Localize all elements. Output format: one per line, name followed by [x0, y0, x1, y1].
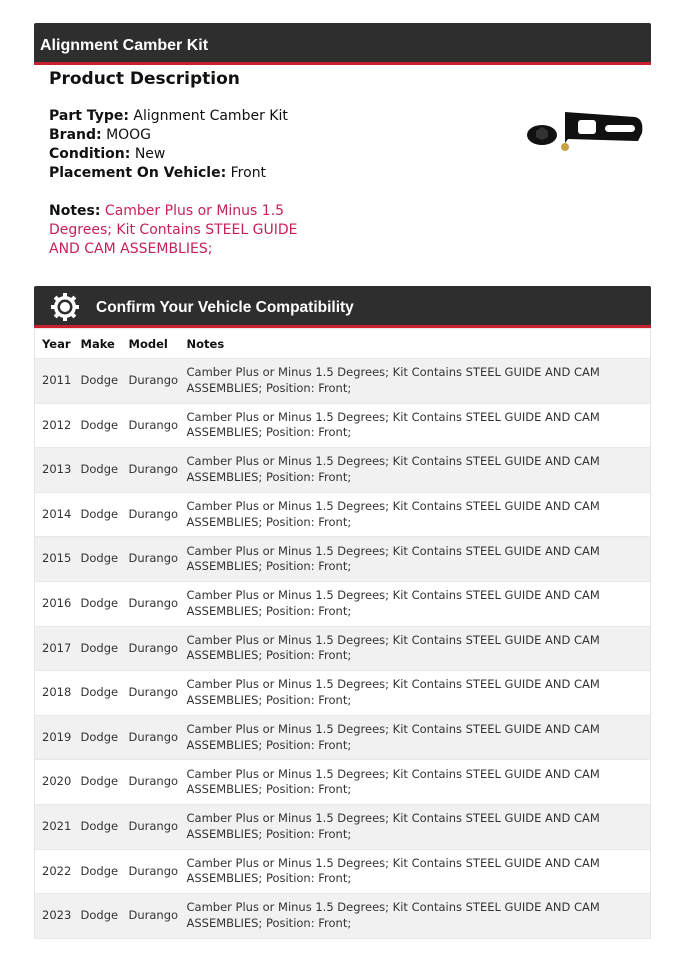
cell-year: 2012	[42, 417, 72, 432]
cell-year: 2014	[42, 506, 72, 521]
table-row	[35, 894, 651, 939]
cell-notes: Camber Plus or Minus 1.5 Degrees; Kit Contains STEEL GUIDE AND CAM ASSEMBLIES; Position: Front;	[180, 537, 651, 582]
cell-make: Dodge	[80, 774, 119, 789]
cell-make: Dodge	[74, 537, 122, 582]
cell-model: Durango	[128, 596, 179, 611]
table-row	[35, 849, 651, 894]
cell-notes: Camber Plus or Minus 1.5 Degrees; Kit Contains STEEL GUIDE AND CAM ASSEMBLIES; Position: Front;	[180, 715, 651, 760]
compatibility-bar	[34, 286, 651, 328]
cell-make: Dodge	[80, 506, 119, 521]
cell-year: 2021	[35, 804, 74, 849]
table-row	[35, 359, 651, 404]
cell-notes: Camber Plus or Minus 1.5 Degrees; Kit Contains STEEL GUIDE AND CAM ASSEMBLIES; Position: Front;	[186, 499, 600, 529]
page-title: Alignment Camber Kit	[40, 37, 209, 54]
cell-year: 2011	[35, 359, 74, 404]
cell-make: Dodge	[74, 448, 122, 493]
product-image	[520, 105, 645, 155]
table-row	[35, 448, 651, 493]
cell-model: Durango	[128, 417, 179, 432]
field-brand: Brand: MOOG	[49, 127, 152, 143]
cell-notes: Camber Plus or Minus 1.5 Degrees; Kit Contains STEEL GUIDE AND CAM ASSEMBLIES; Position: Front;	[186, 766, 600, 797]
cell-make: Dodge	[80, 685, 119, 700]
cell-make: Dodge	[80, 596, 119, 611]
col-make: Make	[80, 336, 115, 351]
col-notes: Notes	[186, 336, 225, 351]
compatibility-table	[34, 328, 651, 939]
cell-year: 2023	[35, 894, 74, 939]
table-row	[35, 671, 651, 716]
cell-model: Durango	[122, 804, 180, 849]
table-row	[35, 760, 651, 805]
gear-car-icon	[50, 292, 80, 322]
cell-notes: Camber Plus or Minus 1.5 Degrees; Kit Contains STEEL GUIDE AND CAM ASSEMBLIES; Position: Front;	[186, 588, 600, 618]
cell-make: Dodge	[74, 804, 122, 849]
cell-make: Dodge	[80, 417, 119, 432]
cell-notes: Camber Plus or Minus 1.5 Degrees; Kit Contains STEEL GUIDE AND CAM ASSEMBLIES; Position: Front;	[180, 804, 651, 849]
col-year: Year	[42, 336, 71, 351]
table-row	[35, 492, 651, 537]
cell-year: 2018	[42, 685, 72, 700]
field-condition: Condition: New	[49, 146, 166, 162]
cell-model: Durango	[122, 626, 180, 671]
cell-model: Durango	[128, 863, 179, 878]
cell-model: Durango	[122, 537, 180, 582]
cell-year: 2022	[42, 863, 72, 878]
cell-notes: Camber Plus or Minus 1.5 Degrees; Kit Contains STEEL GUIDE AND CAM ASSEMBLIES; Position: Front;	[186, 409, 600, 440]
cell-notes: Camber Plus or Minus 1.5 Degrees; Kit Contains STEEL GUIDE AND CAM ASSEMBLIES; Position: Front;	[180, 359, 651, 404]
cell-model: Durango	[122, 894, 180, 939]
cell-year: 2020	[42, 774, 72, 789]
cell-notes: Camber Plus or Minus 1.5 Degrees; Kit Contains STEEL GUIDE AND CAM ASSEMBLIES; Position: Front;	[186, 677, 600, 707]
cell-model: Durango	[128, 685, 179, 700]
table-row	[35, 581, 651, 626]
field-placement: Placement On Vehicle: Front	[49, 165, 267, 181]
product-description	[49, 70, 329, 259]
cell-year: 2015	[35, 537, 74, 582]
cell-model: Durango	[122, 715, 180, 760]
table-row	[35, 537, 651, 582]
cell-model: Durango	[128, 506, 179, 521]
cell-notes: Camber Plus or Minus 1.5 Degrees; Kit Contains STEEL GUIDE AND CAM ASSEMBLIES; Position: Front;	[180, 626, 651, 671]
notes: Notes: Camber Plus or Minus 1.5 Degrees; Kit Contains STEEL GUIDE AND CAM ASSEMBLIES;	[49, 203, 298, 257]
cell-notes: Camber Plus or Minus 1.5 Degrees; Kit Contains STEEL GUIDE AND CAM ASSEMBLIES; Position: Front;	[186, 855, 600, 886]
cell-make: Dodge	[74, 715, 122, 760]
table-row	[35, 715, 651, 760]
cell-make: Dodge	[80, 863, 119, 878]
field-part-type: Part Type: Alignment Camber Kit	[49, 108, 288, 124]
table-row	[35, 626, 651, 671]
cell-model: Durango	[122, 359, 180, 404]
cell-year: 2016	[42, 596, 72, 611]
cell-year: 2019	[35, 715, 74, 760]
cell-make: Dodge	[74, 626, 122, 671]
title-bar	[34, 23, 651, 65]
cell-year: 2013	[35, 448, 74, 493]
description-heading: Product Description	[49, 69, 240, 89]
cell-model: Durango	[128, 774, 179, 789]
compatibility-title: Confirm Your Vehicle Compatibility	[96, 299, 354, 316]
cell-year: 2017	[35, 626, 74, 671]
table-row	[35, 403, 651, 448]
cell-model: Durango	[122, 448, 180, 493]
cell-make: Dodge	[74, 894, 122, 939]
table-row	[35, 804, 651, 849]
cell-make: Dodge	[74, 359, 122, 404]
cell-notes: Camber Plus or Minus 1.5 Degrees; Kit Contains STEEL GUIDE AND CAM ASSEMBLIES; Position: Front;	[180, 448, 651, 493]
cell-notes: Camber Plus or Minus 1.5 Degrees; Kit Contains STEEL GUIDE AND CAM ASSEMBLIES; Position: Front;	[180, 894, 651, 939]
col-model: Model	[128, 336, 168, 351]
